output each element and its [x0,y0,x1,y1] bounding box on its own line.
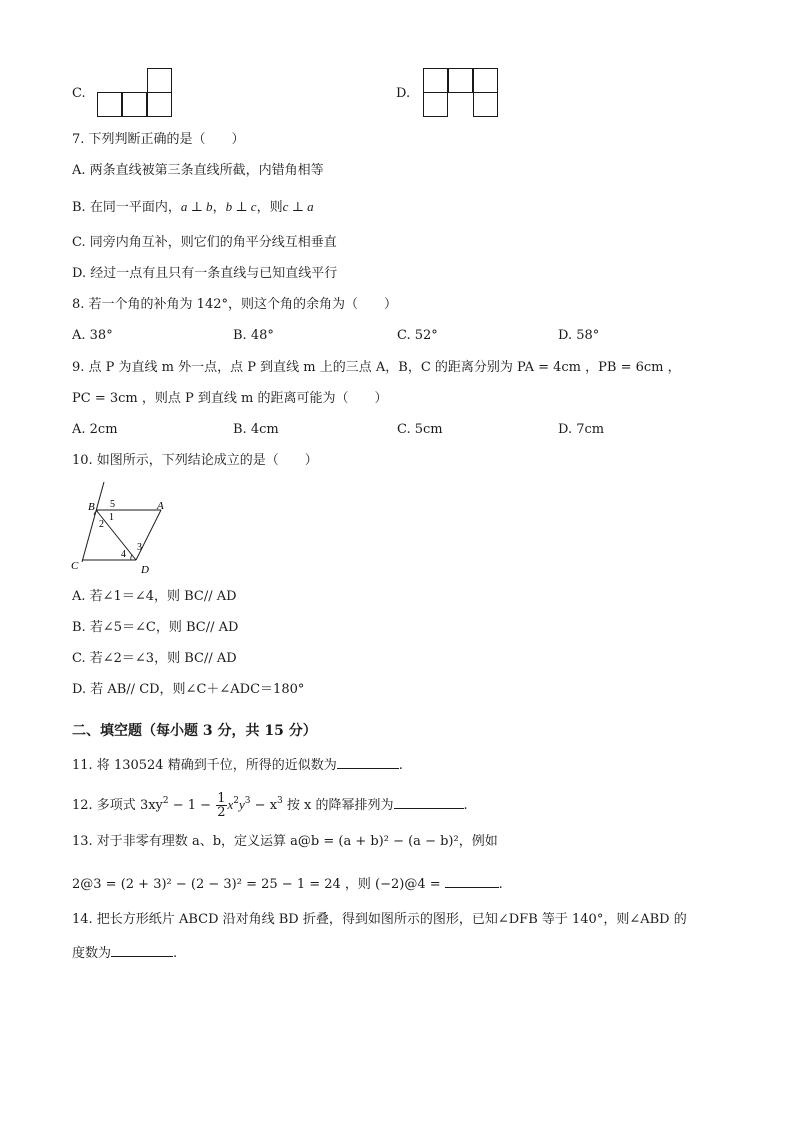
label-a: A [157,500,164,512]
q12-y: y [239,797,245,812]
q7-option-b [72,199,314,216]
q7-b-mid2: ，则 [256,200,283,215]
q13-example: 2@3 = (2 + 3)² − (2 − 3)² = 25 − 1 = 24 ，则 (−2)@4 = [72,877,441,892]
q11-end: . [398,758,403,773]
q12-frac-num: 1 [217,791,226,806]
label-2: 2 [99,519,104,530]
q14-line1: 14. 把长方形纸片 ABCD 沿对角线 BD 折叠，得到如图所示的图形，已知∠DFB 等于 140°，则∠ABD 的 [72,912,687,927]
q10-figure [68,480,178,580]
q14-prefix: 度数为 [72,946,112,961]
q12-suffix: 按 x 的降幂排列为 [282,798,394,813]
q10-option-a: A. 若∠1＝∠4，则 BC// AD [72,589,237,604]
diagonal-bd [96,510,136,560]
label-3: 3 [137,542,142,553]
q12-mid: − x [250,798,278,813]
q6-option-c-label: C. [72,86,86,101]
label-5: 5 [110,499,115,510]
q12-end: . [463,798,468,813]
q10-option-d: D. 若 AB// CD，则∠C＋∠ADC＝180° [72,682,305,697]
q12-y-exp: 3 [244,796,251,806]
q11-text: 11. 将 130524 精确到千位，所得的近似数为 [72,758,337,773]
q7-b-prefix: B. 在同一平面内， [72,200,181,215]
q14-answer-blank [111,944,173,957]
q10-option-b: B. 若∠5＝∠C，则 BC// AD [72,620,239,635]
q12-minus1: − 1 − [168,798,216,813]
q12-exp2: 2 [162,796,169,806]
q13-line1: 13. 对于非零有理数 a、b，定义运算 a@b = (a + b)² − (a − b)²，例如 [72,834,498,849]
q12-x: x [227,797,234,812]
q8-option-c: C. 52° [397,328,438,343]
q9-stem-line1: 9. 点 P 为直线 m 外一点，点 P 到直线 m 上的三点 A，B，C 的距离分别为 PA = 4cm ，PB = 6cm ， [72,360,681,375]
q9-option-d: D. 7cm [558,422,605,437]
label-1: 1 [109,512,114,523]
q12-x-exp: 2 [233,796,240,806]
q7-option-c: C. 同旁内角互补，则它们的角平分线互相垂直 [72,235,337,250]
q12-answer-blank [394,796,464,809]
q9-option-a: A. 2cm [72,422,118,437]
label-c: C [71,560,79,572]
q7-stem: 7. 下列判断正确的是（ ） [72,132,245,147]
q7-b-expr2: b ⊥ c [225,199,257,214]
q14-end: . [173,946,178,961]
q10-option-c: C. 若∠2＝∠3，则 BC// AD [72,651,237,666]
q6-option-d-label: D. [396,86,411,101]
q6-option-c-figure [97,68,173,118]
q12 [72,792,468,819]
q7-b-expr1: a ⊥ b [180,199,213,214]
q9-option-c: C. 5cm [397,422,443,437]
section-2-title: 二、填空题（每小题 3 分，共 15 分） [72,723,317,739]
q9-stem-line2: PC = 3cm ，则点 P 到直线 m 的距离可能为（ ） [72,391,388,406]
q7-b-expr3: c ⊥ a [282,199,314,214]
q8-option-d: D. 58° [558,328,600,343]
angle-arc-d [131,555,132,560]
q13-end: . [498,877,503,892]
q11 [72,756,403,774]
q7-b-mid: ， [212,200,226,215]
label-b: B [88,501,95,513]
q8-option-a: A. 38° [72,328,113,343]
label-4: 4 [121,549,126,560]
q14-line2 [72,944,177,962]
q11-answer-blank [337,756,399,769]
q7-option-a: A. 两条直线被第三条直线所截，内错角相等 [72,163,324,178]
q12-prefix: 12. 多项式 3xy [72,798,163,813]
q13-answer-blank [445,875,499,888]
label-d: D [141,564,149,576]
q6-option-d-figure [423,68,499,118]
q13-line2 [72,875,503,893]
q10-stem: 10. 如图所示，下列结论成立的是（ ） [72,453,318,468]
q7-option-d: D. 经过一点有且只有一条直线与已知直线平行 [72,266,338,281]
q12-x3-exp: 3 [277,796,283,806]
q8-stem: 8. 若一个角的补角为 142°，则这个角的余角为（ ） [72,297,397,312]
q12-fraction [216,792,226,819]
q12-frac-den: 2 [217,805,226,820]
q9-option-b: B. 4cm [233,422,279,437]
q8-option-b: B. 48° [233,328,274,343]
